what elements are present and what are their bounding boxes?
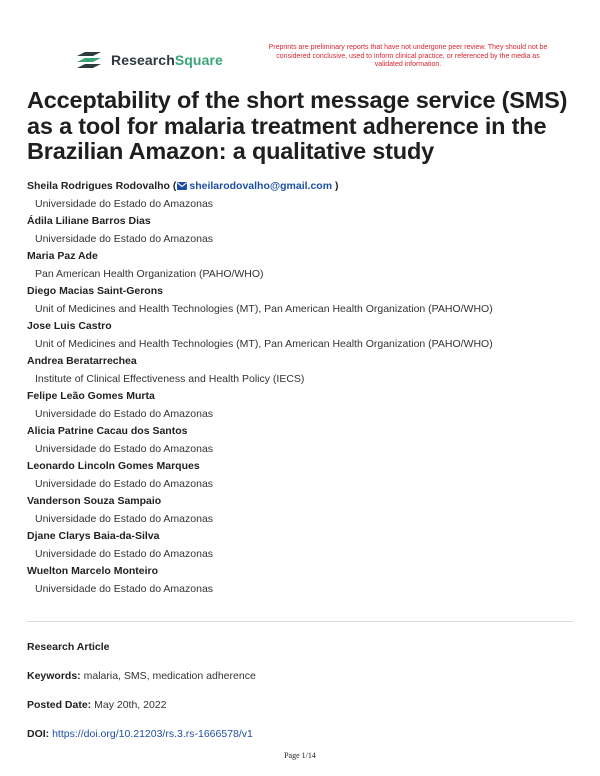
author-affiliation: Universidade do Estado do Amazonas [35, 197, 214, 210]
preprint-disclaimer: Preprints are preliminary reports that have not undergone peer review. They should not be considered conclusive, used to inform clinical practice, or referenced by the media as validated information. [268, 44, 548, 68]
author-name: Andrea Beratarrechea [27, 355, 137, 367]
posted-date-value: May 20th, 2022 [94, 699, 167, 711]
doi-label: DOI: [27, 728, 50, 740]
author-name: Vanderson Souza Sampaio [27, 495, 162, 507]
keywords-label: Keywords: [27, 670, 81, 682]
author-affiliation: Universidade do Estado do Amazonas [35, 407, 214, 420]
author-affiliation: Universidade do Estado do Amazonas [35, 442, 214, 455]
author-name: Djane Clarys Baia-da-Silva [27, 530, 160, 542]
research-square-logo-icon [75, 50, 103, 70]
author-affiliation: Institute of Clinical Effectiveness and Health Policy (IECS) [35, 372, 305, 385]
author-name: Alicia Patrine Cacau dos Santos [27, 425, 188, 437]
author-affiliation: Universidade do Estado do Amazonas [35, 232, 214, 245]
author-affiliation: Universidade do Estado do Amazonas [35, 547, 214, 560]
author-entry [27, 248, 587, 283]
author-entry [27, 423, 587, 458]
author-entry [27, 318, 587, 353]
author-entry [27, 528, 587, 563]
author-name: Leonardo Lincoln Gomes Marques [27, 460, 200, 472]
author-entry [27, 213, 587, 248]
author-name: Sheila Rodrigues Rodovalho [27, 180, 170, 192]
author-entry: Sheila Rodrigues Rodovalho ( sheilarodovalho@gmail.com ) Universidade do Estado do Amazonas [27, 178, 587, 213]
research-square-logo[interactable] [75, 46, 223, 74]
author-name: Wuelton Marcelo Monteiro [27, 565, 159, 577]
author-entry [27, 493, 587, 528]
author-affiliation: Universidade do Estado do Amazonas [35, 512, 214, 525]
keywords-line [27, 670, 256, 682]
article-type: Research Article [27, 641, 110, 653]
author-name: Maria Paz Ade [27, 250, 98, 262]
section-divider [27, 621, 573, 622]
author-entry [27, 388, 587, 423]
page-number: Page 1/14 [284, 751, 316, 760]
keywords-value: malaria, SMS, medication adherence [83, 670, 256, 682]
posted-date-line [27, 699, 167, 711]
author-entry [27, 353, 587, 388]
author-affiliation: Unit of Medicines and Health Technologies (MT), Pan American Health Organization (PAHO/WHO) [35, 302, 493, 315]
author-affiliation: Unit of Medicines and Health Technologies (MT), Pan American Health Organization (PAHO/WHO) [35, 337, 493, 350]
posted-date-label: Posted Date: [27, 699, 92, 711]
author-entry [27, 283, 587, 318]
author-affiliation: Universidade do Estado do Amazonas [35, 582, 214, 595]
envelope-icon [177, 182, 187, 190]
author-name: Ádila Liliane Barros Dias [27, 215, 151, 227]
author-name: Jose Luis Castro [27, 320, 112, 332]
author-affiliation: Universidade do Estado do Amazonas [35, 477, 214, 490]
author-email-link[interactable]: sheilarodovalho@gmail.com [189, 180, 333, 192]
author-name: Diego Macias Saint-Gerons [27, 285, 163, 297]
doi-link[interactable]: https://doi.org/10.21203/rs.3.rs-1666578/v1 [52, 728, 253, 740]
doi-line [27, 728, 253, 740]
author-entry [27, 563, 587, 598]
author-affiliation: Pan American Health Organization (PAHO/WHO) [35, 267, 264, 280]
author-list [27, 178, 587, 598]
author-name: Felipe Leão Gomes Murta [27, 390, 155, 402]
brand-name: ResearchSquare [111, 52, 223, 68]
paper-title: Acceptability of the short message service (SMS) as a tool for malaria treatment adherence in the Brazilian Amazon: a qualitative study [27, 87, 568, 164]
author-entry [27, 458, 587, 493]
